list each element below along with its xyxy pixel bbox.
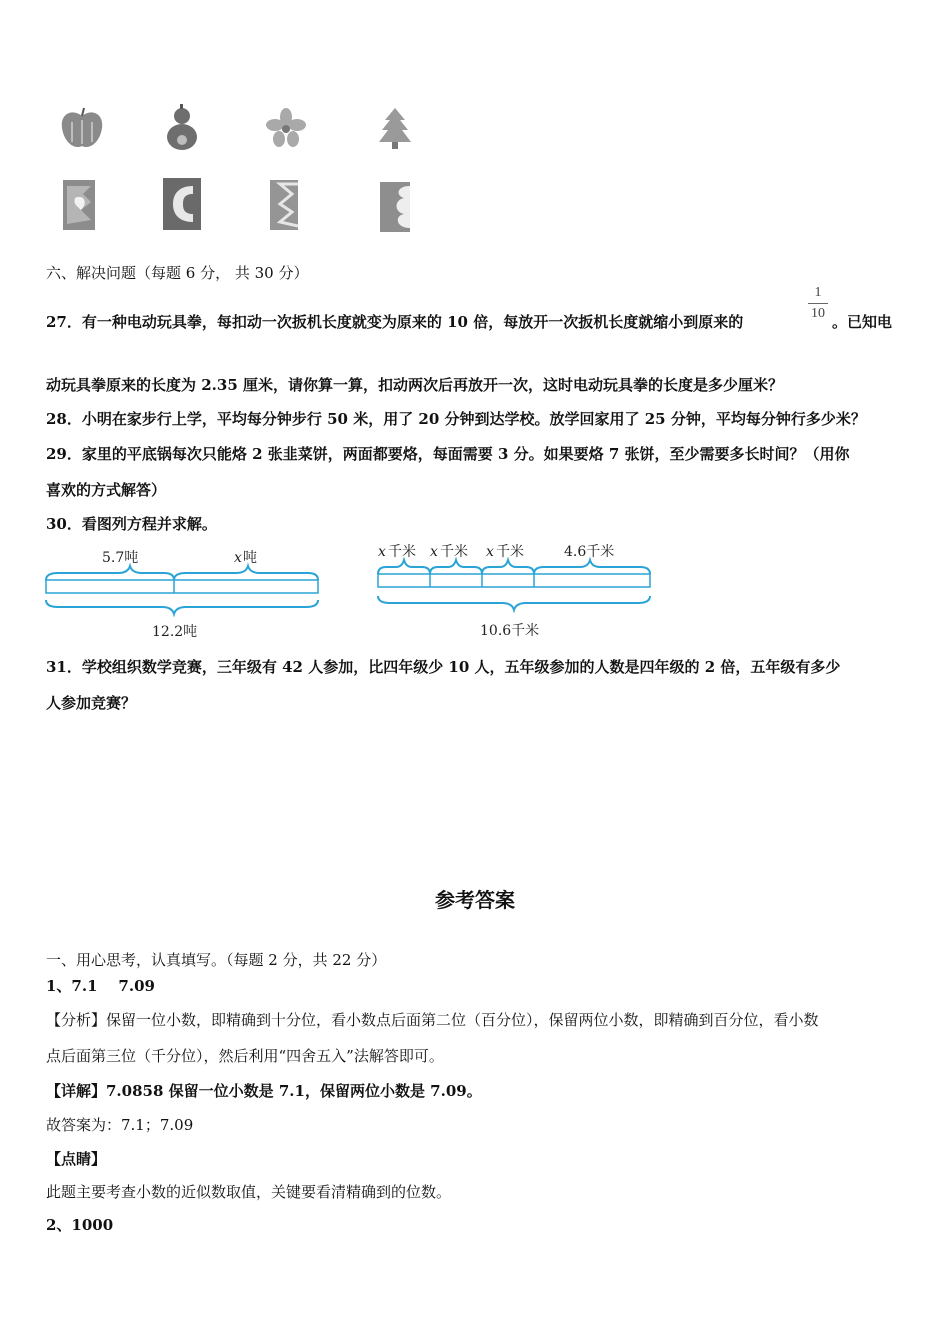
line-diagram-1 xyxy=(40,540,330,645)
answer-2: 2、1000 xyxy=(46,1216,114,1234)
answer-1: 1、7.1 7.09 xyxy=(46,977,155,995)
e-card-leaf-figure xyxy=(63,180,99,232)
diagram1-variable-unit: 吨 xyxy=(243,550,257,566)
question-27-line2: 动玩具拳原来的长度为 2.35 厘米，请你算一算，扣动两次后再放开一次，这时电动玩具拳的长度是多少厘米？ xyxy=(46,376,783,394)
answer-1-detail: 【详解】7.0858 保留一位小数是 7.1，保留两位小数是 7.09。 xyxy=(46,1082,482,1100)
question-29-line1: 29．家里的平底锅每次只能烙 2 张韭菜饼，两面都要烙，每面需要 3 分。如果要烙 7 张饼，至少需要多长时间？（用你 xyxy=(46,445,850,463)
answer-1-result: 故答案为：7.1；7.09 xyxy=(46,1116,194,1134)
diagram1-variable: x xyxy=(234,550,242,566)
gourd-figure xyxy=(165,104,199,152)
answer-1-analysis-line2: 点后面第三位（千分位），然后利用“四舍五入”法解答即可。 xyxy=(46,1047,444,1065)
tree-figure xyxy=(377,106,413,150)
question-28: 28．小明在家步行上学，平均每分钟步行 50 米，用了 20 分钟到达学校。放学回家用了 25 分钟，平均每分钟行多少米？ xyxy=(46,410,866,428)
apple-figure xyxy=(58,106,106,150)
question-31-line2: 人参加竞赛？ xyxy=(46,694,137,712)
diagram2-var-1: x xyxy=(378,544,386,560)
question-30: 30．看图列方程并求解。 xyxy=(46,515,217,533)
question-27-line1: 27．有一种电动玩具拳，每扣动一次扳机长度就变为原来的 10 倍，每放开一次扳机长度就缩小到原来的 xyxy=(46,313,744,331)
diagram2-var-2: x xyxy=(430,544,438,560)
line-diagram-2 xyxy=(372,538,662,643)
fraction-one-tenth xyxy=(806,285,830,322)
fraction-numerator: 1 xyxy=(814,285,822,300)
diagram2-var-3: x xyxy=(486,544,494,560)
diagram2-unit-2: 千米 xyxy=(440,544,468,560)
e-card-zigzag-figure xyxy=(270,180,302,232)
fraction-denominator: 10 xyxy=(811,306,825,321)
section-6-heading: 六、解决问题（每题 6 分， 共 30 分） xyxy=(46,264,309,282)
diagram2-unit-3: 千米 xyxy=(496,544,524,560)
answer-1-dianjing-text: 此题主要考查小数的近似数取值，关键要看清精确到的位数。 xyxy=(46,1183,452,1201)
diagram1-bottom-label: 12.2吨 xyxy=(152,624,198,640)
diagram2-unit-1: 千米 xyxy=(388,544,416,560)
flower-figure xyxy=(266,108,306,148)
question-31-line1: 31．学校组织数学竞赛，三年级有 42 人参加，比四年级少 10 人，五年级参加的人数是四年级的 2 倍，五年级有多少 xyxy=(46,658,841,676)
answers-section-1-heading: 一、用心思考，认真填写。（每题 2 分，共 22 分） xyxy=(46,951,387,969)
answer-1-dianjing-label: 【点睛】 xyxy=(46,1150,107,1168)
question-27-line1-end: 。已知电 xyxy=(832,313,893,331)
answer-1-analysis-line1: 【分析】保留一位小数，即精确到十分位，看小数点后面第二位（百分位），保留两位小数，即精确到百分位，看小数 xyxy=(46,1011,819,1029)
diagram2-seg4-label: 4.6千米 xyxy=(564,544,615,560)
answers-title: 参考答案 xyxy=(435,888,515,912)
diagram1-top-left-label: 5.7吨 xyxy=(102,550,139,566)
diagram2-bottom-label: 10.6千米 xyxy=(480,623,540,639)
question-29-line2: 喜欢的方式解答） xyxy=(46,481,167,499)
e-card-wave-figure xyxy=(380,182,412,234)
c-card-figure xyxy=(163,178,203,232)
